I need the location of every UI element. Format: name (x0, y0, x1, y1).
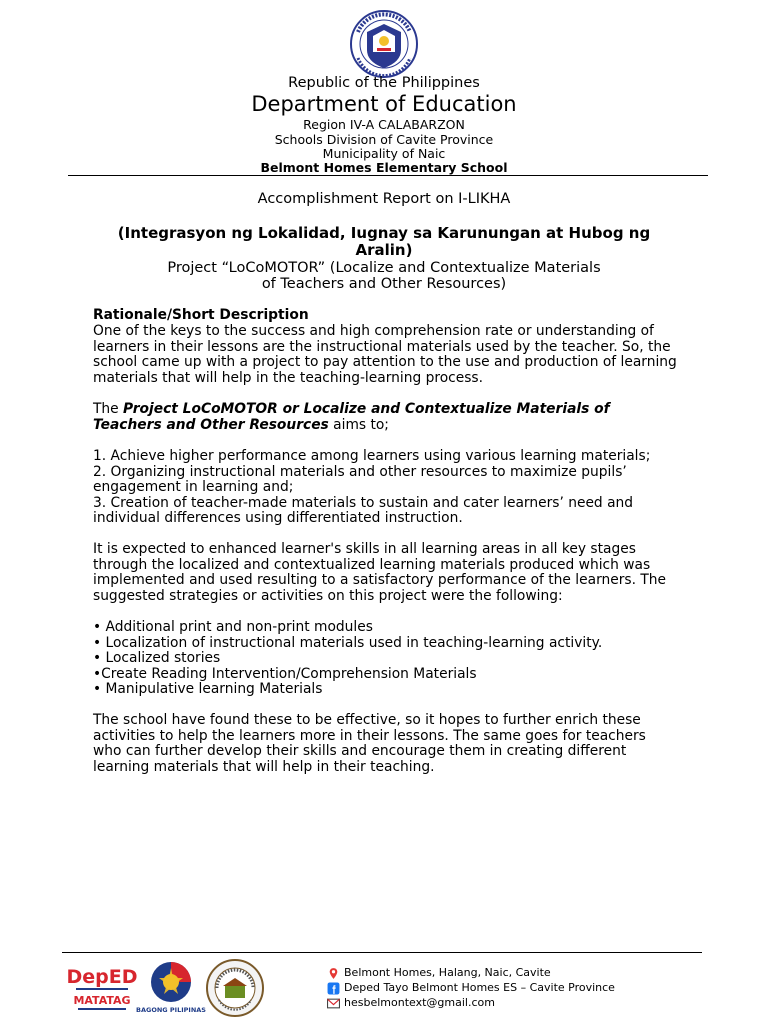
division-line: Schools Division of Cavite Province (274, 132, 494, 147)
email-text[interactable]: hesbelmontext@gmail.com (344, 996, 495, 1009)
project-title-line-2: of Teachers and Other Resources) (261, 276, 507, 292)
project-title-line-1: Project “LoCoMOTOR” (Localize and Contextualize Materials (167, 260, 601, 276)
facebook-text[interactable]: Deped Tayo Belmont Homes ES – Cavite Province (344, 981, 615, 994)
rationale-heading: Rationale/Short Description (93, 307, 309, 323)
integrasyon-title: (Integrasyon ng Lokalidad, Iugnay sa Karunungan at Hubog ng Aralin) (117, 224, 651, 259)
deped-logo-text: DepED (66, 966, 138, 988)
contact-email[interactable] (327, 996, 495, 1010)
activity-item: • Additional print and non-print modules (93, 619, 373, 635)
bagong-pilipinas-text: BAGONG PILIPINAS (136, 1006, 206, 1014)
footer-divider (62, 952, 702, 953)
objective-item: 1. Achieve higher performance among learners using various learning materials; (93, 448, 651, 464)
email-icon (327, 997, 340, 1010)
objective-item: 2. Organizing instructional materials and other resources to maximize pupils’ engagement in learning and; (93, 463, 627, 496)
region-line: Region IV-A CALABARZON (303, 117, 465, 132)
header-divider (68, 175, 708, 176)
activity-item: • Manipulative learning Materials (93, 681, 323, 698)
aims-paragraph (93, 402, 678, 433)
closing-paragraph: The school have found these to be effective, so it hopes to further enrich these activities to help the learners more in their lessons. The same goes for teachers who can further develop their skills and encourage them in creating different learning materials that will help in their teaching. (93, 712, 646, 775)
municipality-line: Municipality of Naic (322, 146, 446, 161)
bagong-pilipinas-logo (136, 958, 206, 1016)
location-pin-icon (327, 967, 340, 980)
activity-item: • Localization of instructional materials used in teaching-learning activity. (93, 634, 603, 651)
rationale-paragraph: One of the keys to the success and high comprehension rate or understanding of learners in their lessons are the instructional materials used by the teacher. So, the school came up with a project to pay attention to the use and production of learning materials that will help in the teaching-learning process. (93, 323, 677, 386)
deped-seal-logo (343, 8, 425, 80)
republic-line: Republic of the Philippines (288, 75, 480, 91)
aims-suffix: aims to; (328, 416, 389, 433)
activities-list (93, 620, 678, 698)
objective-item: 3. Creation of teacher-made materials to sustain and cater learners’ need and individual differences using differentiated instruction. (93, 494, 634, 527)
report-title: Accomplishment Report on I-LIKHA (257, 191, 511, 207)
contact-address (327, 966, 551, 980)
activity-item: •Create Reading Intervention/Comprehension Materials (93, 665, 477, 682)
matatag-text: MATATAG (73, 994, 131, 1007)
department-title: Department of Education (251, 92, 517, 116)
aims-prefix: The (93, 401, 124, 417)
expected-paragraph: It is expected to enhanced learner's skills in all learning areas in all key stages through the localized and contextualized learning materials produced which was implemented and used resulting to a satisfactory performance of the learners. The suggested strategies or activities on this project were the following: (93, 541, 667, 604)
school-name: Belmont Homes Elementary School (260, 160, 508, 175)
activity-item: • Localized stories (93, 650, 221, 667)
deped-matatag-logo (66, 961, 138, 1017)
address-text: Belmont Homes, Halang, Naic, Cavite (344, 966, 551, 979)
contact-facebook[interactable] (327, 981, 615, 995)
aims-project-name: Project LoCoMOTOR or Localize and Contextualize Materials of Teachers and Other Resources (93, 401, 610, 433)
project-title (100, 260, 668, 292)
facebook-icon (327, 982, 340, 995)
objectives-list (93, 449, 678, 527)
school-seal-logo (205, 958, 265, 1018)
